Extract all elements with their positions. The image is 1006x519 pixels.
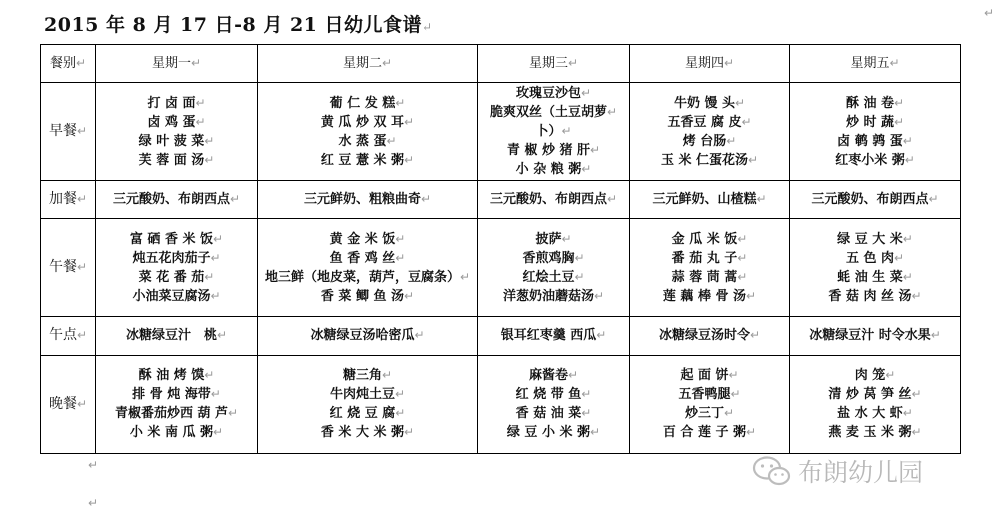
menu-cell [630, 181, 790, 219]
meal-name-cell: 早餐↵ [41, 83, 96, 181]
dish-line: 牛肉炖土豆↵ [329, 387, 406, 403]
dish-line: 卜）↵ [535, 124, 572, 140]
dish-line: 香 菜 鲫 鱼 汤↵ [320, 288, 415, 304]
dish-line: 香 菇 油 菜↵ [515, 406, 592, 422]
header-day-cell: 星期三↵ [478, 45, 630, 83]
menu-cell [96, 219, 258, 316]
dish-line: 烤 台肠↵ [682, 133, 737, 149]
menu-cell [478, 219, 630, 316]
dish-line: 洋葱奶油蘑菇汤↵ [502, 288, 605, 304]
dish-line: 芙 蓉 面 汤↵ [138, 152, 215, 168]
dish-line: 黄 金 米 饭↵ [329, 231, 406, 247]
dish-line: 炖五花肉茄子↵ [132, 250, 221, 266]
menu-cell [630, 316, 790, 355]
menu-cell [478, 355, 630, 453]
header-day-cell: 星期四↵ [630, 45, 790, 83]
dish-line: 燕 麦 玉 米 粥↵ [828, 425, 922, 441]
table-header-row [41, 45, 961, 83]
menu-cell [630, 83, 790, 181]
dish-line: 起 面 饼↵ [680, 368, 739, 384]
dish-line: 香 菇 肉 丝 汤↵ [828, 288, 922, 304]
menu-cell [790, 219, 961, 316]
dish-line: 青 椒 炒 猪 肝↵ [506, 143, 601, 159]
dish-line: 葡 仁 发 糕↵ [329, 95, 406, 111]
dish-line: 莲 藕 棒 骨 汤↵ [662, 288, 757, 304]
dish-line: 小油菜豆腐汤↵ [132, 288, 221, 304]
dish-line: 红枣小米 粥↵ [835, 152, 915, 168]
watermark-text: 布朗幼儿园 [798, 458, 924, 487]
page-corner-mark: ↵ [983, 6, 994, 20]
paragraph-mark: ↵ [422, 20, 433, 34]
menu-cell [790, 181, 961, 219]
dish-line: 三元鲜奶、山楂糕↵ [652, 192, 767, 208]
dish-line: 炒三丁↵ [684, 406, 735, 422]
dish-line: 打 卤 面↵ [147, 95, 206, 111]
dish-line: 绿 叶 菠 菜↵ [138, 133, 215, 149]
dish-line: 菜 花 番 茄↵ [138, 269, 215, 285]
dish-line: 清 炒 莴 笋 丝↵ [828, 387, 922, 403]
menu-table [40, 44, 961, 454]
menu-cell [790, 83, 961, 181]
dish-line: 富 硒 香 米 饭↵ [129, 231, 224, 247]
menu-cell [96, 355, 258, 453]
dish-line: 三元鲜奶、粗粮曲奇↵ [303, 192, 432, 208]
dish-line: 蚝 油 生 菜↵ [837, 269, 913, 285]
dish-line: 红 烧 豆 腐↵ [329, 406, 406, 422]
dish-line: 盐 水 大 虾↵ [837, 406, 913, 422]
dish-line: 香煎鸡胸↵ [522, 250, 585, 266]
paragraph-mark: ↵ [88, 496, 99, 510]
dish-line: 玫瑰豆沙包↵ [515, 86, 592, 102]
dish-line: 绿 豆 小 米 粥↵ [506, 425, 601, 441]
paragraph-mark: ↵ [88, 458, 99, 472]
dish-line: 五香豆 腐 皮↵ [667, 114, 752, 130]
dish-line: 牛奶 馒 头↵ [673, 95, 746, 111]
table-row [41, 83, 961, 181]
menu-cell [96, 181, 258, 219]
dish-line: 番 茄 丸 子↵ [671, 250, 748, 266]
dish-line: 小 杂 粮 粥↵ [515, 162, 592, 178]
dish-line: 卤 鹌 鹑 蛋↵ [837, 133, 913, 149]
dish-line: 玉 米 仁蛋花汤↵ [660, 152, 759, 168]
dish-line: 冰糖绿豆汤哈密瓜↵ [310, 328, 425, 344]
meal-name-cell: 晚餐↵ [41, 355, 96, 453]
dish-line: 百 合 莲 子 粥↵ [662, 425, 757, 441]
menu-cell [258, 316, 478, 355]
menu-cell [790, 316, 961, 355]
menu-table-body [41, 45, 961, 454]
header-day-cell: 星期二↵ [258, 45, 478, 83]
dish-line: 麻酱卷↵ [528, 368, 579, 384]
dish-line: 炒 时 蔬↵ [845, 114, 905, 130]
dish-line: 冰糖绿豆汁 桃↵ [125, 328, 228, 344]
menu-cell [258, 219, 478, 316]
dish-line: 绿 豆 大 米↵ [837, 231, 913, 247]
table-row [41, 355, 961, 453]
dish-line: 三元酸奶、布朗西点↵ [811, 192, 939, 208]
menu-cell [258, 355, 478, 453]
dish-line: 三元酸奶、布朗西点↵ [112, 192, 241, 208]
header-day-cell: 星期五↵ [790, 45, 961, 83]
meal-name-cell: 午餐↵ [41, 219, 96, 316]
dish-line: 蒜 蓉 茼 蒿↵ [671, 269, 748, 285]
dish-line: 冰糖绿豆汁 时令水果↵ [809, 328, 941, 344]
dish-line: 香 米 大 米 粥↵ [320, 425, 415, 441]
menu-cell [96, 316, 258, 355]
menu-cell [630, 219, 790, 316]
menu-cell [258, 181, 478, 219]
dish-line: 糖三角↵ [342, 368, 393, 384]
dish-line: 披萨↵ [535, 231, 572, 247]
header-day-cell: 星期一↵ [96, 45, 258, 83]
page-title [44, 10, 433, 37]
dish-line: 青椒番茄炒西 葫 芦↵ [114, 406, 239, 422]
dish-line: 鱼 香 鸡 丝↵ [329, 250, 406, 266]
meal-name-cell: 午点↵ [41, 316, 96, 355]
dish-line: 红烩土豆↵ [522, 269, 585, 285]
dish-line: 黄 瓜 炒 双 耳↵ [320, 114, 415, 130]
title-text: 2015 年 8 月 17 日-8 月 21 日幼儿食谱 [44, 14, 423, 36]
dish-line: 酥 油 烤 馍↵ [138, 368, 215, 384]
dish-line: 五香鸭腿↵ [678, 387, 741, 403]
dish-line: 五 色 肉↵ [845, 250, 905, 266]
wechat-icon [752, 455, 792, 487]
dish-line: 金 瓜 米 饭↵ [671, 231, 748, 247]
menu-cell [478, 316, 630, 355]
dish-line: 脆爽双丝（土豆胡萝↵ [489, 105, 618, 121]
dish-line: 水 蒸 蛋↵ [338, 133, 397, 149]
dish-line: 卤 鸡 蛋↵ [147, 114, 206, 130]
dish-line: 三元酸奶、布朗西点↵ [489, 192, 618, 208]
dish-line: 银耳红枣羹 西瓜↵ [500, 328, 607, 344]
meal-name-cell: 加餐↵ [41, 181, 96, 219]
dish-line: 地三鲜（地皮菜，葫芦，豆腐条）↵ [264, 269, 471, 285]
table-row [41, 219, 961, 316]
table-row [41, 316, 961, 355]
table-row [41, 181, 961, 219]
dish-line: 排 骨 炖 海带↵ [132, 387, 221, 403]
menu-cell [478, 83, 630, 181]
dish-line: 冰糖绿豆汤时令↵ [658, 328, 761, 344]
dish-line: 小 米 南 瓜 粥↵ [129, 425, 224, 441]
menu-cell [258, 83, 478, 181]
dish-line: 红 烧 带 鱼↵ [515, 387, 592, 403]
dish-line: 红 豆 薏 米 粥↵ [320, 152, 415, 168]
menu-cell [96, 83, 258, 181]
dish-line: 肉 笼↵ [854, 368, 896, 384]
watermark [752, 453, 923, 489]
menu-cell [630, 355, 790, 453]
dish-line: 酥 油 卷↵ [845, 95, 905, 111]
header-meal-cell: 餐别↵ [41, 45, 96, 83]
menu-cell [790, 355, 961, 453]
menu-cell [478, 181, 630, 219]
